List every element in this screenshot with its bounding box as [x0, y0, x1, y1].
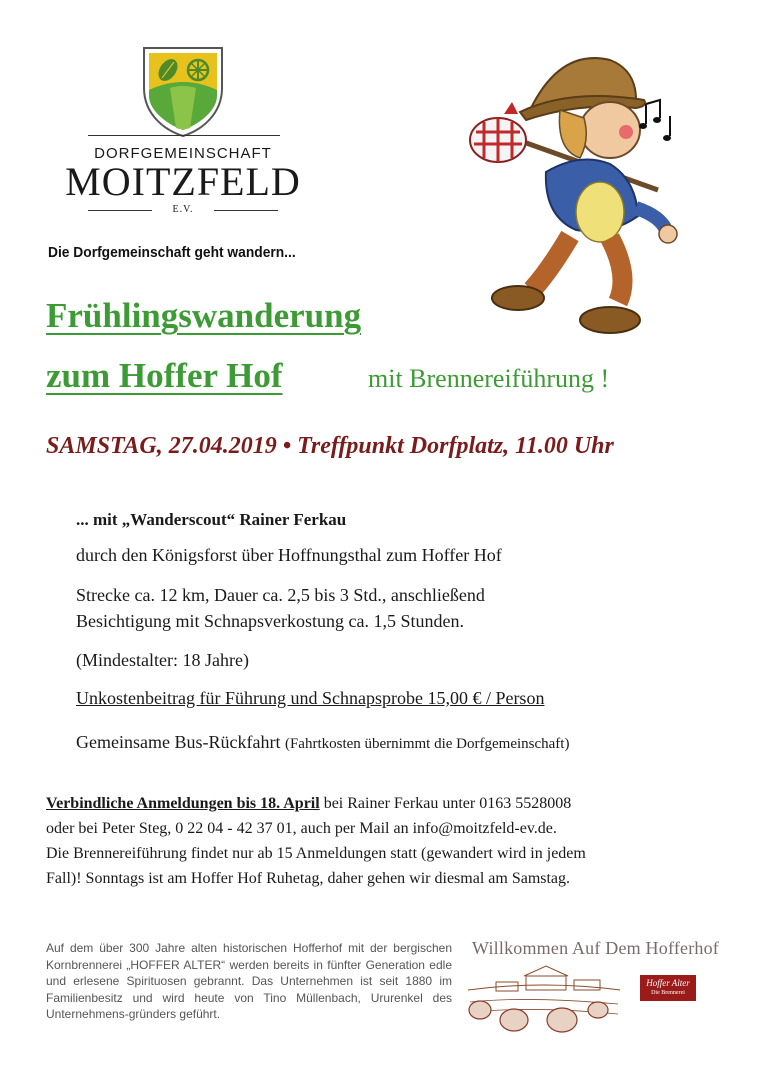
distance-text: Besichtigung mit Schnapsverkostung ca. 1,5 Stunden.	[76, 611, 464, 631]
logo-top-text: DORFGEMEINSCHAFT	[94, 145, 272, 162]
bus-text: Gemeinsame Bus-Rückfahrt	[76, 732, 281, 752]
headline-line-1: Frühlingswanderung	[46, 296, 362, 335]
registration-line: Die Brennereiführung findet nur ab 15 Anmeldungen statt (gewandert wird in jedem	[46, 845, 586, 862]
about-text: Auf dem über 300 Jahre alten historischen Hofferhof mit der bergischen Kornbrennerei „HOFFER ALTER“ werden bereits in fünfter Generation edle und erlesene Spirituosen gebrannt. Das Unternehmen ist seit 1880 im Familienbesitz und wird heute von Tino Müllenbach, Ururenkel des Unternehmens-gründers geführt.	[46, 941, 452, 1021]
registration-line	[46, 795, 712, 813]
hoffer-alter-brand-logo: Hoffer Alter Die Brennerei	[640, 975, 696, 1001]
intro-text: Die Dorfgemeinschaft geht wandern...	[48, 244, 296, 261]
date-meeting-point: SAMSTAG, 27.04.2019 • Treffpunkt Dorfplatz, 11.00 Uhr	[46, 433, 614, 459]
registration-contact: bei Rainer Ferkau unter 0163 5528008	[319, 795, 572, 812]
crest-logo-icon	[140, 44, 226, 138]
welcome-title: Willkommen Auf Dem Hofferhof	[472, 938, 719, 958]
registration-line: oder bei Peter Steg, 0 22 04 - 42 37 01, auch per Mail an info@moitzfeld-ev.de.	[46, 820, 557, 837]
cost-text: Unkostenbeitrag für Führung und Schnapsprobe 15,00 € / Person	[76, 688, 545, 708]
bus-note: (Fahrtkosten übernimmt die Dorfgemeinschaft)	[284, 736, 570, 752]
logo-divider	[88, 135, 280, 136]
age-requirement: (Mindestalter: 18 Jahre)	[76, 650, 249, 670]
headline-suffix: mit Brennereiführung !	[368, 364, 610, 393]
logo-suffix: E.V.	[172, 204, 194, 215]
farm-illustration	[466, 962, 622, 1038]
registration-line: Fall)! Sonntags ist am Hoffer Hof Ruhetag, daher gehen wir diesmal am Samstag.	[46, 870, 571, 887]
route-text: durch den Königsforst über Hoffnungsthal zum Hoffer Hof	[76, 545, 502, 565]
distance-text: Strecke ca. 12 km, Dauer ca. 2,5 bis 3 Std., anschließend	[76, 585, 485, 605]
bus-info	[76, 732, 569, 753]
wanderer-illustration	[460, 40, 700, 350]
logo-main-text: MOITZFELD	[65, 159, 301, 204]
headline-line-2: zum Hoffer Hof	[46, 356, 283, 395]
registration-deadline: Verbindliche Anmeldungen bis 18. April	[46, 795, 320, 812]
scout-text: ... mit „Wanderscout“ Rainer Ferkau	[76, 510, 347, 529]
